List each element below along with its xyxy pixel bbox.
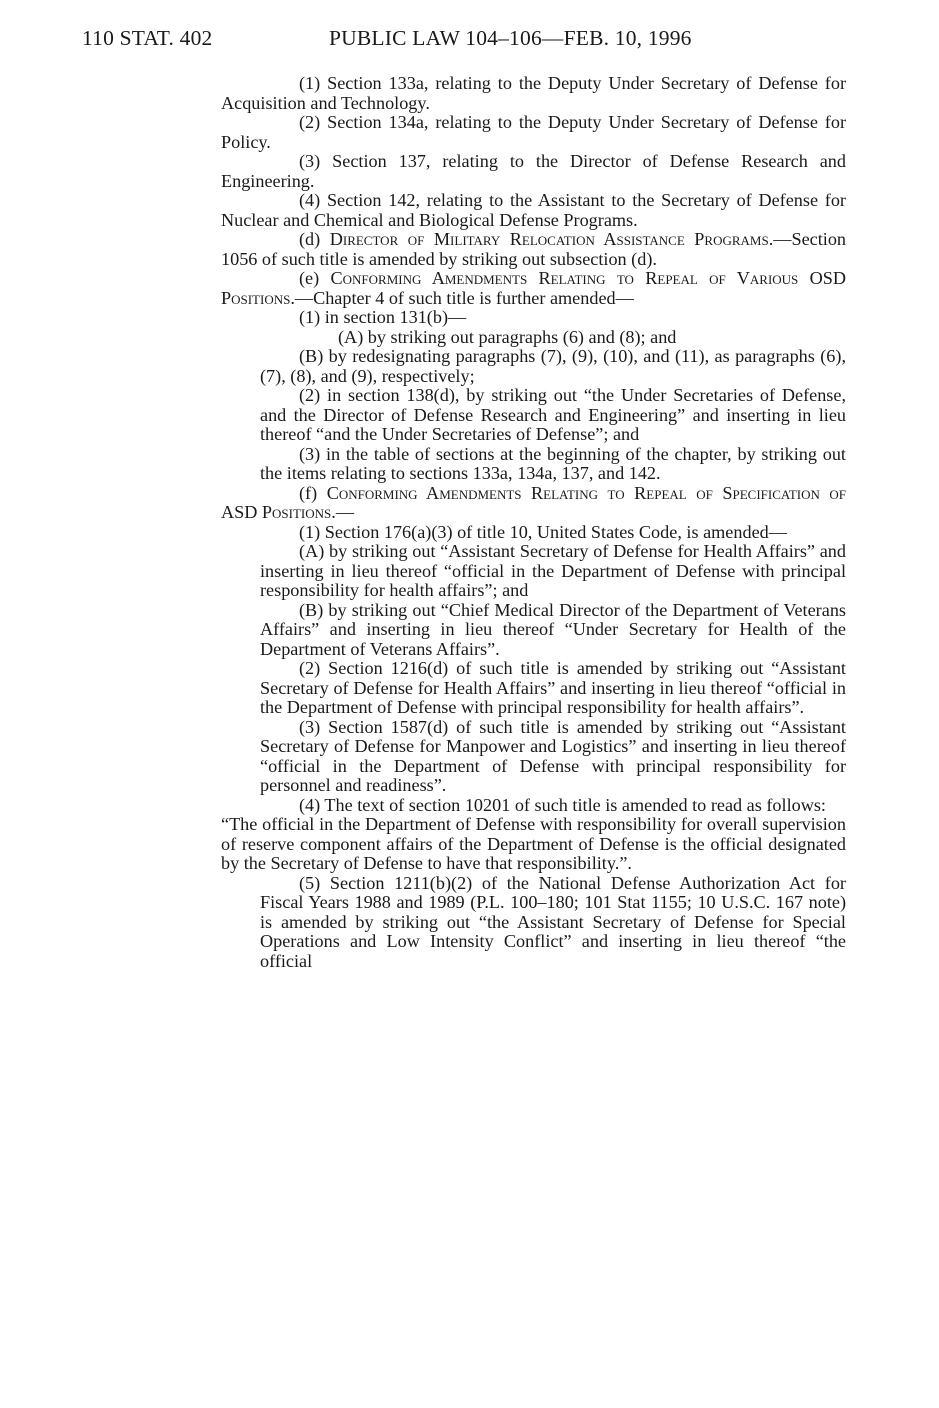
paragraph: (B) by redesignating paragraphs (7), (9), (10), and (11), as paragraphs (6), (7), (8), and (9), respectively; bbox=[260, 346, 846, 386]
page-reference: 110 STAT. 402 bbox=[82, 26, 213, 50]
paragraph: (3) Section 137, relating to the Director of Defense Research and Engineering. bbox=[221, 151, 846, 191]
subsection-text: — bbox=[335, 502, 355, 522]
subsection-heading: Conforming Amendments Relating to Repeal of Specification of ASD Positions. bbox=[221, 482, 847, 522]
subsection-heading: Director of Military Relocation Assistance Programs. bbox=[329, 229, 774, 249]
subsection-heading: Conforming Amendments Relating to Repeal of Various OSD Positions. bbox=[221, 268, 847, 308]
paragraph: (3) in the table of sections at the beginning of the chapter, by striking out the items relating to sections 133a, 134a, 137, and 142. bbox=[260, 443, 846, 483]
subsection-text: —Section 1056 of such title is amended by striking out subsection (d). bbox=[221, 229, 847, 269]
body-text bbox=[221, 74, 846, 971]
subsection-label: (f) bbox=[299, 482, 318, 503]
subsection-label: (d) bbox=[299, 229, 321, 249]
paragraph: (4) Section 142, relating to the Assistant to the Secretary of Defense for Nuclear and Chemical and Biological Defense Programs. bbox=[221, 190, 846, 230]
paragraph: (1) Section 133a, relating to the Deputy Under Secretary of Defense for Acquisition and Technology. bbox=[221, 73, 846, 113]
header-title: PUBLIC LAW 104–106—FEB. 10, 1996 bbox=[329, 26, 692, 50]
paragraph: (1) Section 176(a)(3) of title 10, United States Code, is amended— bbox=[299, 521, 787, 542]
paragraph: (2) Section 1216(d) of such title is amended by striking out “Assistant Secretary of Defense for Health Affairs” and inserting in lieu thereof “official in the Department of Defense with principal responsibility for health affairs”. bbox=[260, 658, 846, 717]
subsection-label: (e) bbox=[299, 268, 320, 288]
subsection-paragraph bbox=[221, 484, 846, 523]
paragraph: (2) Section 134a, relating to the Deputy Under Secretary of Defense for Policy. bbox=[221, 112, 846, 152]
paragraph: (A) by striking out paragraphs (6) and (8); and bbox=[338, 326, 677, 347]
subsection-text: —Chapter 4 of such title is further amended— bbox=[294, 287, 634, 308]
quoted-paragraph: “The official in the Department of Defense with responsibility for overall supervision of reserve component affairs of the Department of Defense is the official designated by the Secretary of Defense to have that responsibility.”. bbox=[221, 814, 846, 873]
paragraph: (3) Section 1587(d) of such title is amended by striking out “Assistant Secretary of Defense for Manpower and Logistics” and inserting in lieu thereof “official in the Department of Defense with principal responsibility for personnel and readiness”. bbox=[260, 716, 846, 795]
paragraph: (A) by striking out “Assistant Secretary of Defense for Health Affairs” and inserting in lieu thereof “official in the Department of Defense with principal responsibility for health affairs”; and bbox=[260, 541, 846, 600]
paragraph: (B) by striking out “Chief Medical Director of the Department of Veterans Affairs” and inserting in lieu thereof “Under Secretary for Health of the Department of Veterans Affairs”. bbox=[260, 599, 846, 659]
paragraph: (1) in section 131(b)— bbox=[299, 307, 467, 327]
running-header bbox=[0, 26, 939, 56]
subsection-paragraph bbox=[221, 269, 846, 308]
paragraph: (4) The text of section 10201 of such title is amended to read as follows: bbox=[299, 794, 826, 815]
paragraph: (2) in section 138(d), by striking out “the Under Secretaries of Defense, and the Director of Defense Research and Engineering” and inserting in lieu thereof “and the Under Secretaries of Defense”; and bbox=[260, 385, 846, 444]
paragraph: (5) Section 1211(b)(2) of the National Defense Authorization Act for Fiscal Years 1988 and 1989 (P.L. 100–180; 101 Stat 1155; 10 U.S.C. 167 note) is amended by striking out “the Assistant Secretary of Defense for Special Operations and Low Intensity Conflict” and inserting in lieu thereof “the official bbox=[260, 872, 846, 971]
subsection-paragraph bbox=[221, 230, 846, 269]
